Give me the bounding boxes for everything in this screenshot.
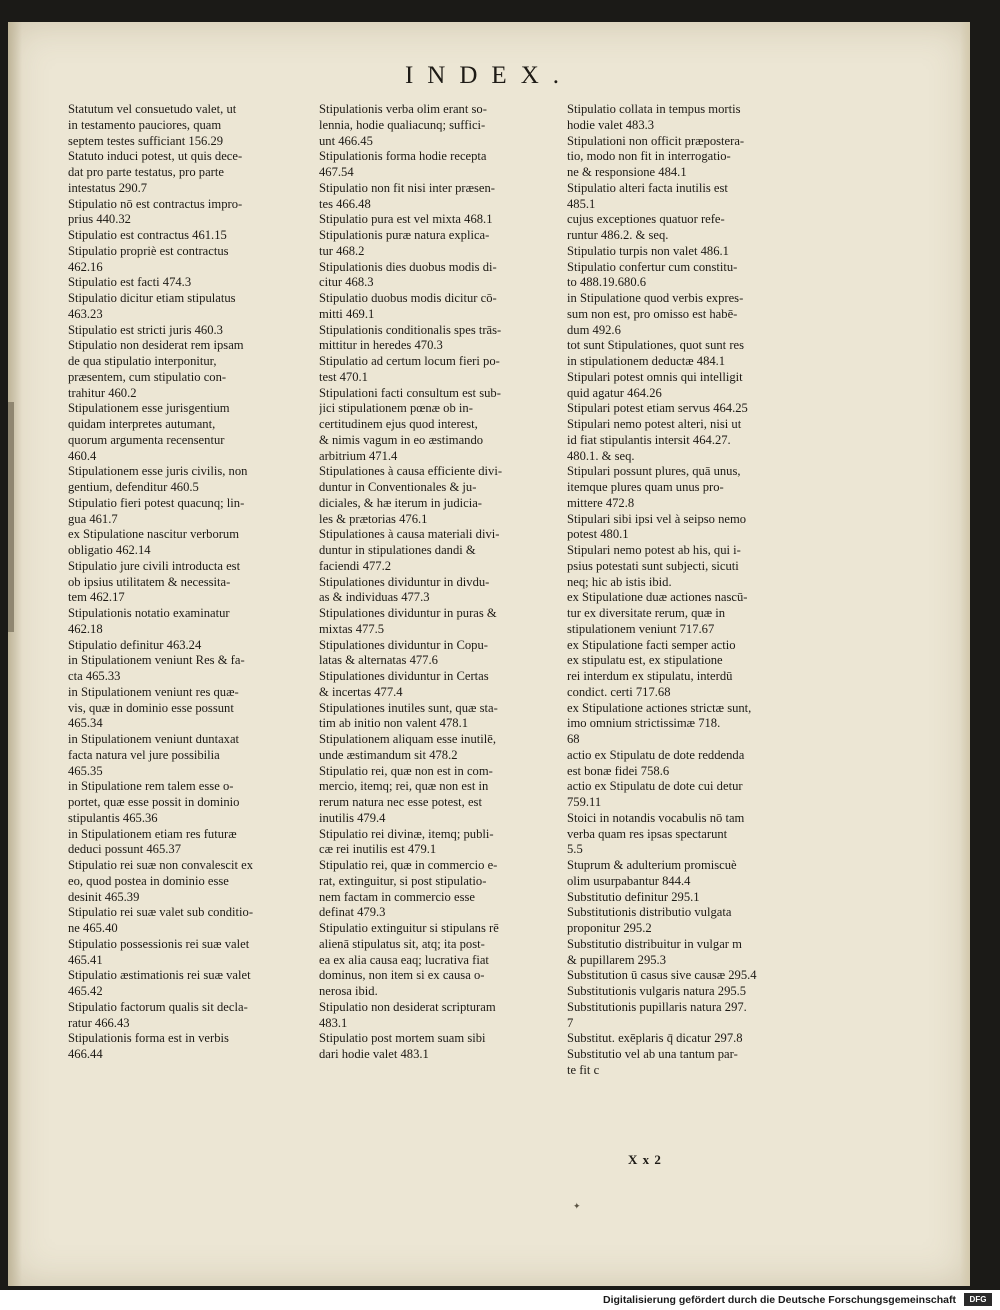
index-line: & nimis vagum in eo æstimando (319, 432, 484, 447)
index-line: Stipulatio jure civili introducta est (68, 558, 241, 573)
index-line: Stuprum & adulterium promiscuè (567, 858, 737, 872)
index-line: potest 480.1 (567, 527, 629, 542)
index-line: inutilis 479.4 (319, 810, 386, 825)
index-line: quid agatur 464.26 (567, 385, 662, 400)
index-line: Stipulatio rei, quæ in commercio e- (319, 858, 498, 872)
index-line: Stipulatio non desiderat scripturam (319, 999, 496, 1014)
index-line: te fit c (567, 1062, 600, 1077)
index-line: Stipulatio non fit nisi inter præsen- (319, 180, 495, 195)
index-line: 460.4 (68, 448, 97, 463)
index-line: hodie valet 483.3 (567, 117, 655, 132)
index-line: ex Stipulatione duæ actiones nascū- (567, 590, 748, 605)
index-column-3 (567, 102, 822, 1079)
index-line: Stipulatio nō est contractus impro- (68, 196, 243, 211)
index-line: runtur 486.2. & seq. (567, 228, 669, 242)
index-line: Substitutionis pupillaris natura 297. (567, 999, 747, 1014)
index-line: est bonæ fidei 758.6 (567, 763, 670, 778)
index-line: Substitutio distribuitur in vulgar m (567, 936, 742, 951)
index-line: itemque plures quam unus pro- (567, 480, 724, 494)
index-line: mitti 469.1 (319, 306, 375, 321)
index-line: Stipulatio pura est vel mixta 468.1 (319, 212, 493, 227)
index-line: Stipulatio post mortem suam sibi (319, 1031, 486, 1046)
index-line: tio, modo non fit in interrogatio- (567, 149, 731, 164)
index-line: 463.23 (68, 306, 103, 321)
index-line: Stoici in notandis vocabulis nō tam (567, 810, 745, 825)
signature-mark: X x 2 (628, 1152, 662, 1167)
index-line: Stipulationes dividuntur in puras & (319, 606, 497, 620)
index-line: stipulantis 465.36 (68, 810, 158, 825)
index-line: Stipulationis dies duobus modis di- (319, 259, 497, 274)
index-line: Stipulatio est facti 474.3 (68, 275, 192, 290)
index-line: Stipulari potest omnis qui intelligit (567, 369, 743, 384)
index-line: Stipulationis notatio examinatur (68, 606, 230, 620)
index-line: Stipulatio ad certum locum fieri po- (319, 354, 500, 368)
footer-bar (0, 1290, 1000, 1310)
index-line: Substitutionis vulgaris natura 295.5 (567, 984, 747, 998)
index-line: Stipulationis verba olim erant so- (319, 102, 487, 116)
index-line: latas & alternatas 477.6 (319, 653, 438, 668)
index-line: gentium, defenditur 460.5 (68, 480, 199, 494)
index-line: in Stipulationem etiam res futuræ (68, 826, 237, 841)
index-line: de qua stipulatio interponitur, (68, 354, 217, 368)
index-line: Stipulatio collata in tempus mortis (567, 102, 741, 116)
index-line: Stipulatio rei suæ non convalescit ex (68, 858, 254, 872)
index-line: cujus exceptiones quatuor refe- (567, 212, 725, 227)
index-line: 467.54 (319, 165, 354, 179)
index-line: definat 479.3 (319, 905, 386, 920)
index-line: Stipulatio fieri potest quacunq; lin- (68, 495, 245, 510)
index-line: faciendi 477.2 (319, 558, 392, 573)
index-line: rerum natura nec esse potest, est (319, 795, 482, 809)
index-line: Stipulatio est stricti juris 460.3 (68, 322, 223, 337)
index-line: 462.16 (68, 259, 103, 274)
index-line: lennia, hodie qualiacunq; suffici- (319, 117, 486, 132)
index-line: Substitut. exēplaris q̄ dicatur 297.8 (567, 1031, 743, 1046)
index-line: tim ab initio non valent 478.1 (319, 716, 469, 731)
index-line: nerosa ibid. (319, 984, 378, 998)
index-line: Substitution ū casus sive causæ 295.4 (567, 968, 757, 983)
index-line: septem testes sufficiant 156.29 (68, 133, 224, 148)
index-line: Statutum vel consuetudo valet, ut (68, 102, 237, 116)
index-line: Stipulationis forma est in verbis (68, 1031, 229, 1046)
index-line: les & prætorias 476.1 (319, 511, 428, 526)
index-line: eo, quod postea in dominio esse (68, 873, 229, 888)
index-line: Stipulationes dividuntur in Copu- (319, 637, 488, 652)
index-line: tes 466.48 (319, 196, 371, 211)
index-column-1 (68, 102, 313, 1063)
index-line: Stipulatio turpis non valet 486.1 (567, 243, 729, 258)
index-line: in testamento pauciores, quam (68, 117, 222, 132)
index-line: ob ipsius utilitatem & necessita- (68, 574, 231, 589)
index-line: citur 468.3 (319, 275, 374, 290)
index-line: Stipulationes à causa materiali divi- (319, 527, 500, 542)
index-line: dominus, non item si ex causa o- (319, 968, 485, 983)
index-line: Stipulari nemo potest ab his, qui i- (567, 543, 741, 557)
index-line: 465.34 (68, 716, 103, 731)
index-line: 7 (567, 1015, 574, 1030)
index-line: vis, quæ in dominio esse possunt (68, 700, 234, 715)
index-line: Substitutio vel ab una tantum par- (567, 1047, 738, 1061)
index-line: ne 465.40 (68, 921, 118, 935)
index-line: & incertas 477.4 (319, 684, 403, 699)
index-line: Stipulationis puræ natura explica- (319, 228, 490, 242)
index-line: quorum argumenta recensentur (68, 432, 225, 447)
index-line: Stipulatio possessionis rei suæ valet (68, 936, 250, 951)
index-line: trahitur 460.2 (68, 385, 137, 400)
dfg-logo: DFG (964, 1293, 992, 1306)
index-line: rei interdum ex stipulatu, interdū (567, 669, 733, 683)
index-line: nem factam in commercio esse (319, 889, 475, 904)
index-line: neq; hic ab istis ibid. (567, 574, 672, 589)
index-line: in Stipulationem veniunt Res & fa- (68, 653, 245, 668)
index-line: facta natura vel jure possibilia (68, 747, 220, 762)
index-line: 485.1 (567, 196, 596, 211)
index-line: olim usurpabantur 844.4 (567, 873, 691, 888)
index-line: 480.1. & seq. (567, 448, 635, 463)
index-line: Stipulationes inutiles sunt, quæ sta- (319, 700, 498, 715)
index-line: portet, quæ esse possit in dominio (68, 795, 240, 809)
index-line: dat pro parte testatus, pro parte (68, 165, 224, 179)
index-line: test 470.1 (319, 369, 368, 384)
index-line: 462.18 (68, 621, 103, 636)
index-line: 466.44 (68, 1047, 103, 1061)
index-line: Stipulatio dicitur etiam stipulatus (68, 291, 236, 305)
index-line: 483.1 (319, 1015, 348, 1030)
index-line: tur ex diversitate rerum, quæ in (567, 606, 726, 620)
spine-shadow (8, 402, 14, 632)
index-line: intestatus 290.7 (68, 180, 148, 195)
index-line: duntur in stipulationes dandi & (319, 543, 476, 557)
index-line: in Stipulatione quod verbis expres- (567, 291, 744, 305)
index-line: Stipulationem esse juris civilis, non (68, 464, 248, 479)
index-line: arbitrium 471.4 (319, 448, 398, 463)
index-line: 465.35 (68, 763, 103, 778)
footer-credit: Digitalisierung gefördert durch die Deutsche Forschungsgemeinschaft (603, 1294, 956, 1306)
index-line: 465.41 (68, 952, 103, 967)
page-right-edge (960, 22, 970, 1286)
index-line: 68 (567, 732, 580, 746)
index-line: Substitutionis distributio vulgata (567, 905, 732, 920)
index-line: mercio, itemq; rei, quæ non est in (319, 779, 489, 794)
index-line: Stipulari nemo potest alteri, nisi ut (567, 417, 742, 431)
index-line: Stipulationi non officit præpostera- (567, 133, 745, 148)
index-line: unde æstimandum sit 478.2 (319, 747, 458, 762)
index-line: mittere 472.8 (567, 495, 635, 510)
index-line: obligatio 462.14 (68, 543, 151, 557)
index-line: condict. certi 717.68 (567, 684, 671, 699)
index-line: Stipulatio propriè est contractus (68, 243, 229, 258)
index-line: duntur in Conventionales & ju- (319, 480, 477, 494)
index-line: rat, extinguitur, si post stipulatio- (319, 873, 487, 888)
page-left-edge (8, 22, 22, 1286)
index-line: to 488.19.680.6 (567, 275, 647, 290)
index-line: imo omnium strictissimæ 718. (567, 716, 721, 731)
index-line: mixtas 477.5 (319, 621, 385, 636)
index-line: dari hodie valet 483.1 (319, 1047, 429, 1061)
book-page (8, 22, 970, 1286)
index-line: cta 465.33 (68, 669, 121, 683)
index-line: ne & responsione 484.1 (567, 165, 687, 179)
index-line: Stipulationes dividuntur in Certas (319, 669, 489, 683)
index-line: Stipulatio alteri facta inutilis est (567, 180, 728, 195)
index-line: Stipulari sibi ipsi vel à seipso nemo (567, 511, 747, 526)
index-line: gua 461.7 (68, 511, 118, 526)
index-line: Stipulatio non desiderat rem ipsam (68, 338, 244, 353)
index-line: Stipulatio rei divinæ, itemq; publi- (319, 826, 494, 841)
index-line: ex stipulatu est, ex stipulatione (567, 653, 723, 668)
index-line: ex Stipulatione actiones strictæ sunt, (567, 700, 752, 715)
index-line: dum 492.6 (567, 322, 621, 337)
index-line: certitudinem ejus quod interest, (319, 417, 478, 431)
index-line: tem 462.17 (68, 590, 125, 605)
index-line: Stipulatio factorum qualis sit decla- (68, 999, 248, 1014)
index-line: as & individuas 477.3 (319, 590, 430, 605)
index-line: id fiat stipulantis intersit 464.27. (567, 432, 731, 447)
page-title: INDEX. (404, 62, 573, 89)
index-line: Stipulationem aliquam esse inutilē, (319, 732, 496, 746)
index-line: Stipulatio definitur 463.24 (68, 637, 202, 652)
index-line: Substitutio definitur 295.1 (567, 889, 700, 904)
index-line: unt 466.45 (319, 133, 373, 148)
index-line: Stipulari possunt plures, quā unus, (567, 464, 741, 479)
index-line: prius 440.32 (68, 212, 131, 227)
index-line: jici stipulationem pœnæ ob in- (319, 401, 473, 416)
index-line: Stipulationis forma hodie recepta (319, 149, 487, 164)
index-line: Stipulationem esse jurisgentium (68, 401, 230, 416)
index-line: Stipulatio rei suæ valet sub conditio- (68, 905, 254, 920)
index-line: ea ex alia causa eaq; lucrativa fiat (319, 952, 489, 967)
index-line: deduci possunt 465.37 (68, 842, 181, 857)
index-line: in stipulationem deductæ 484.1 (567, 354, 726, 368)
index-line: Stipulationes dividuntur in divdu- (319, 574, 490, 589)
index-line: mittitur in heredes 470.3 (319, 338, 443, 353)
index-line: Statuto induci potest, ut quis dece- (68, 149, 243, 164)
index-line: Stipulari potest etiam servus 464.25 (567, 401, 748, 416)
index-line: diciales, & hæ iterum in judicia- (319, 495, 482, 510)
index-line: sum non est, pro omisso est habē- (567, 306, 738, 321)
index-line: quidam interpretes autumant, (68, 417, 216, 431)
index-line: stipulationem veniunt 717.67 (567, 621, 715, 636)
index-line: actio ex Stipulatu de dote cui detur (567, 779, 743, 794)
index-line: Stipulatio est contractus 461.15 (68, 228, 227, 242)
index-line: 759.11 (567, 795, 602, 809)
index-line: cæ rei inutilis est 479.1 (319, 842, 437, 857)
index-line: tot sunt Stipulationes, quot sunt res (567, 338, 745, 353)
index-line: & pupillarem 295.3 (567, 952, 666, 967)
index-line: desinit 465.39 (68, 889, 140, 904)
index-line: Stipulatio æstimationis rei suæ valet (68, 968, 251, 983)
index-line: præsentem, cum stipulatio con- (68, 369, 227, 384)
index-line: actio ex Stipulatu de dote reddenda (567, 747, 745, 762)
index-line: proponitur 295.2 (567, 921, 652, 935)
index-line: Stipulationes à causa efficiente divi- (319, 464, 503, 479)
page-ornament: ✦ (573, 1202, 581, 1212)
index-line: alienā stipulatus sit, atq; ita post- (319, 936, 485, 951)
index-line: in Stipulationem veniunt duntaxat (68, 732, 240, 746)
index-line: Stipulationis conditionalis spes trās- (319, 322, 502, 337)
index-line: ex Stipulatione nascitur verborum (68, 527, 240, 542)
index-line: 5.5 (567, 842, 583, 857)
index-line: in Stipulationem veniunt res quæ- (68, 684, 239, 699)
index-line: 465.42 (68, 984, 103, 998)
index-line: Stipulatio extinguitur si stipulans rē (319, 921, 499, 935)
index-line: Stipulationi facti consultum est sub- (319, 385, 501, 400)
index-line: verba quam res ipsas spectarunt (567, 826, 728, 841)
index-line: psius potestati sunt subjecti, sicuti (567, 558, 739, 573)
index-line: Stipulatio rei, quæ non est in com- (319, 763, 493, 778)
index-line: Stipulatio duobus modis dicitur cō- (319, 291, 497, 305)
index-line: tur 468.2 (319, 243, 365, 258)
index-line: ratur 466.43 (68, 1015, 130, 1030)
index-column-2 (319, 102, 569, 1063)
index-line: Stipulatio confertur cum constitu- (567, 259, 738, 274)
index-line: ex Stipulatione facti semper actio (567, 637, 736, 652)
index-line: in Stipulatione rem talem esse o- (68, 779, 234, 794)
